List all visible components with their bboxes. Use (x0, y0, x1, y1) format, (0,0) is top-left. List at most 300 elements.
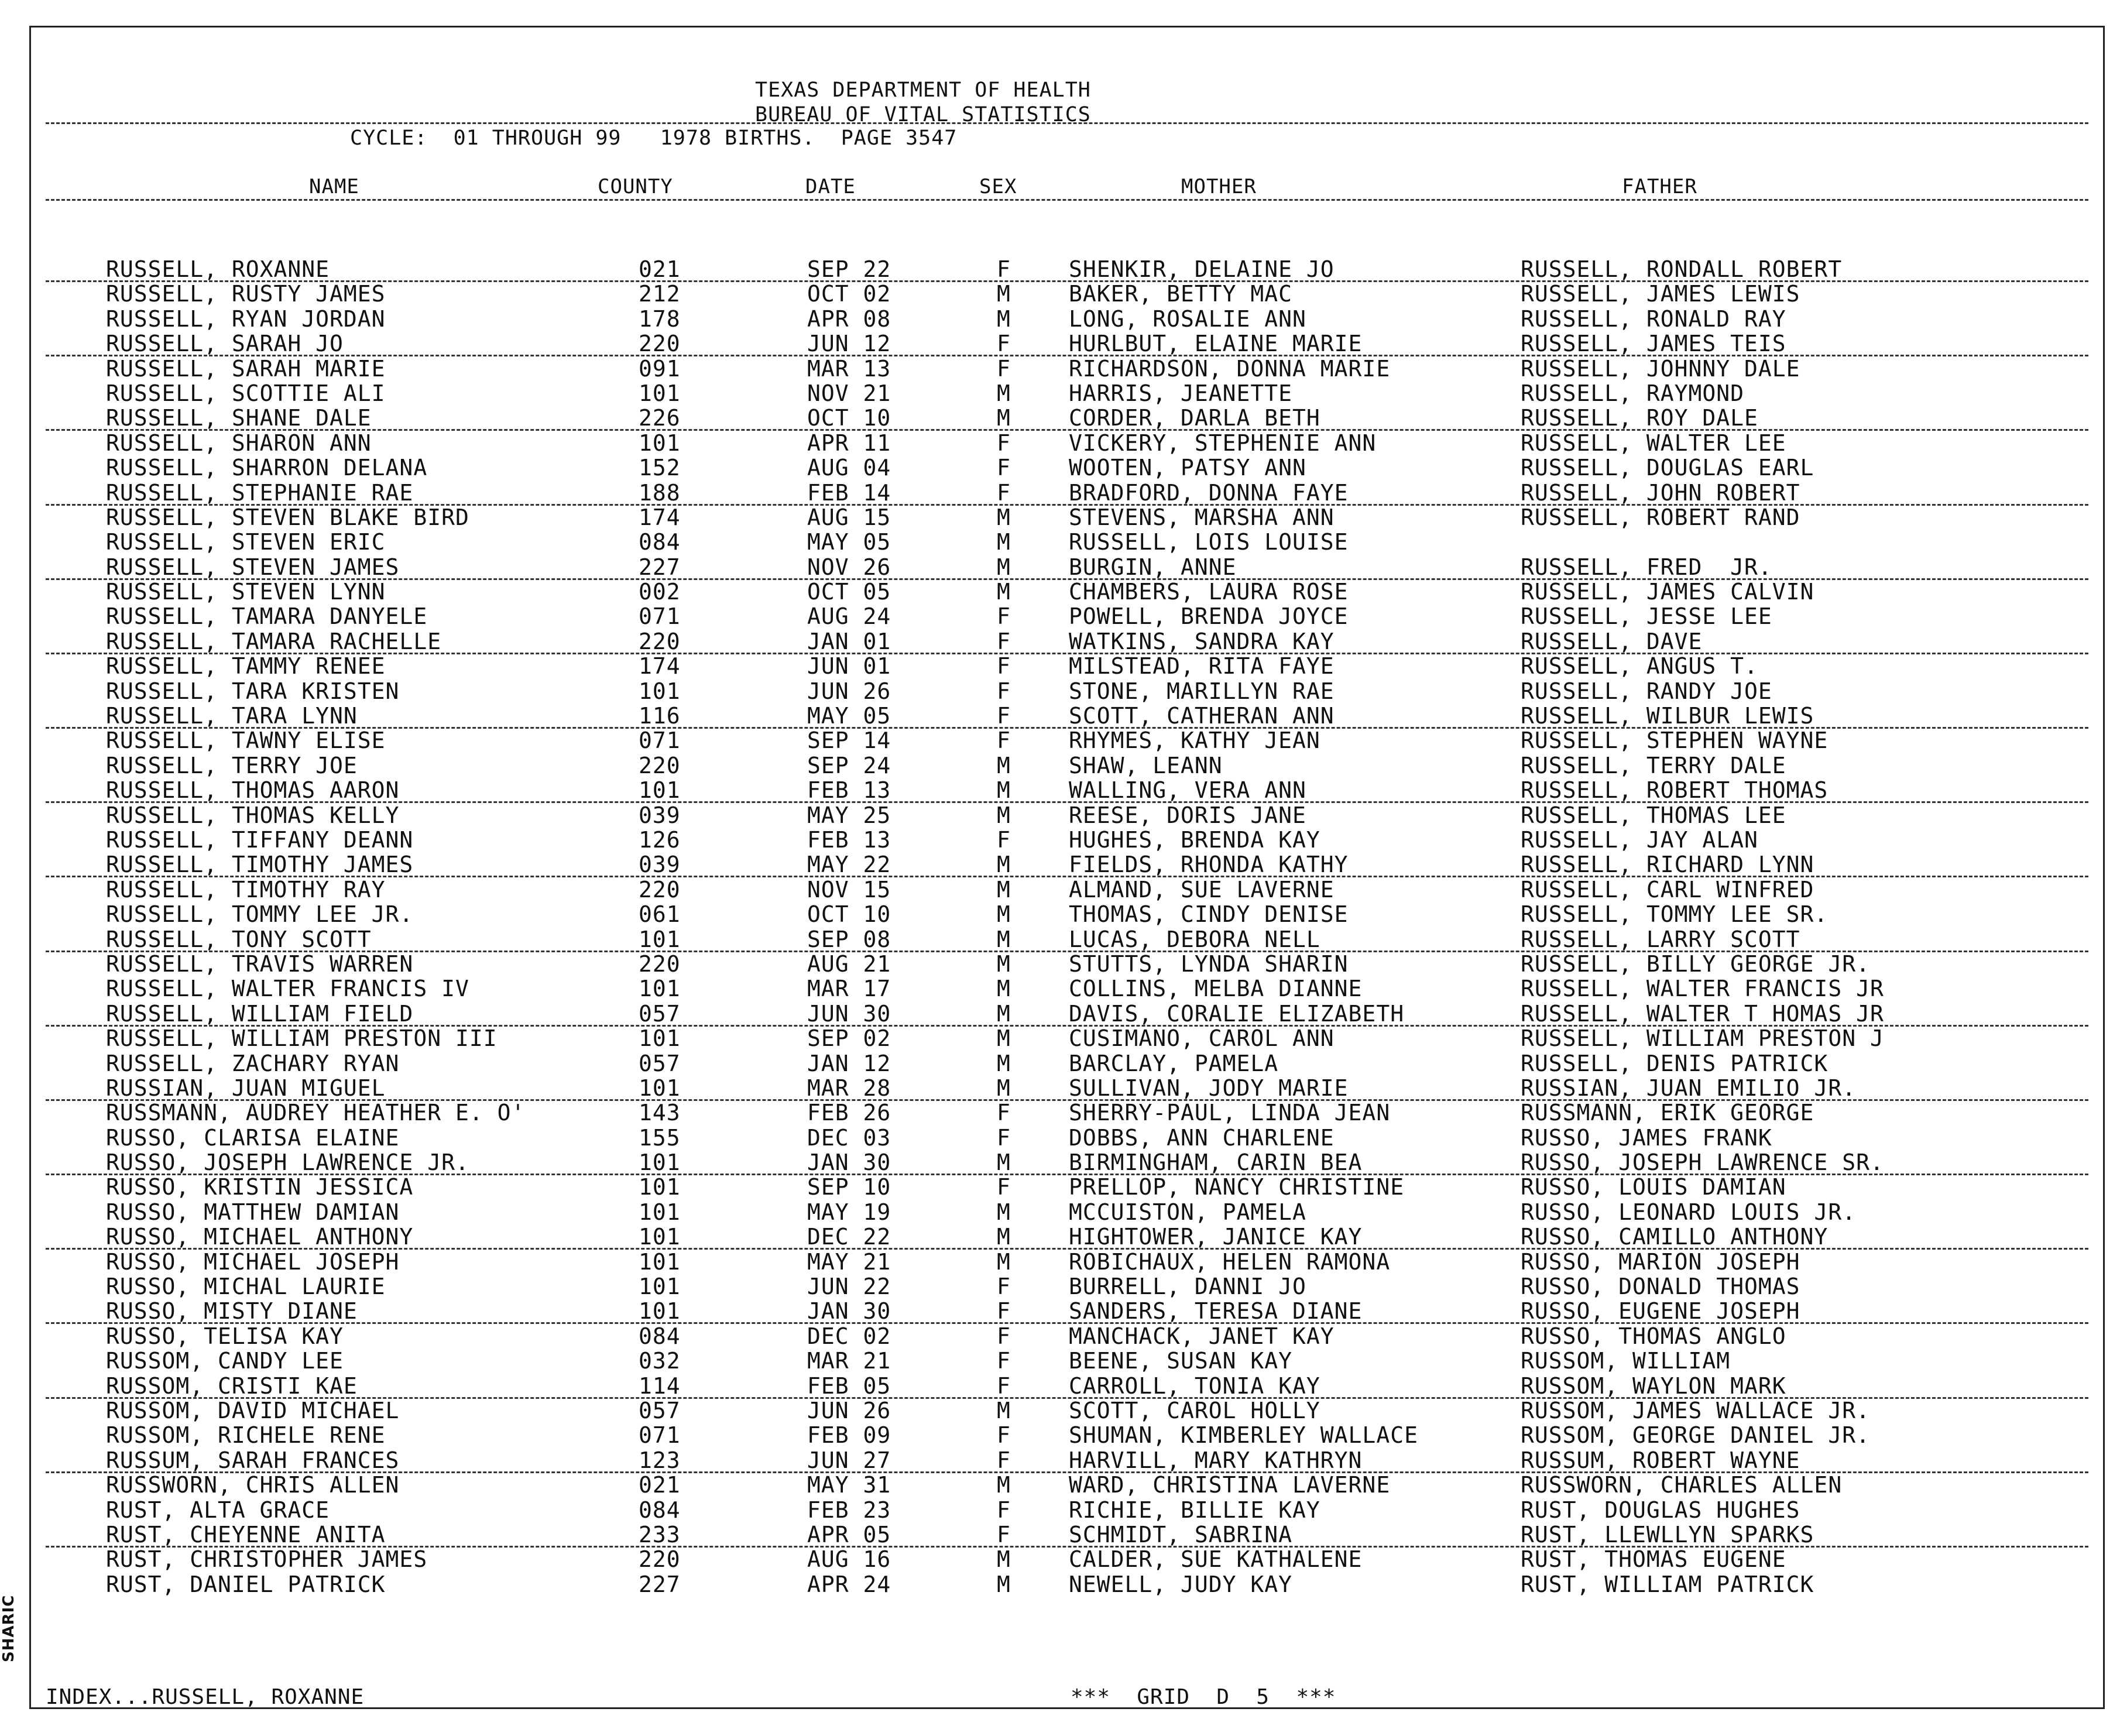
cell-date: JUN 26 (807, 1397, 891, 1423)
cell-sex: F (997, 1348, 1011, 1374)
cell-mother: HIGHTOWER, JANICE KAY (1069, 1224, 1363, 1250)
table-row (31, 728, 2103, 753)
cell-sex: F (997, 1124, 1011, 1151)
table-row (31, 1001, 2103, 1026)
cell-sex: M (997, 1224, 1011, 1250)
cell-county: 032 (639, 1348, 681, 1374)
table-row (31, 1200, 2103, 1224)
table-row (31, 1026, 2103, 1051)
cell-county: 071 (639, 1422, 681, 1449)
cell-mother: WOOTEN, PATSY ANN (1069, 455, 1306, 481)
cell-father: RUST, WILLIAM PATRICK (1521, 1571, 1814, 1597)
cell-date: FEB 09 (807, 1422, 891, 1449)
column-header-divider (46, 199, 2088, 201)
cell-mother: LONG, ROSALIE ANN (1069, 306, 1306, 332)
cell-name: RUSSELL, TRAVIS WARREN (106, 951, 414, 977)
cell-father: RUSSELL, ROBERT THOMAS (1521, 777, 1829, 804)
cell-father: RUSSELL, JESSE LEE (1521, 603, 1772, 630)
cell-county: 101 (639, 777, 681, 804)
table-row (31, 331, 2103, 356)
cell-name: RUSSELL, STEVEN JAMES (106, 554, 400, 580)
cell-sex: M (997, 752, 1011, 778)
cell-mother: WATKINS, SANDRA KAY (1069, 628, 1335, 654)
cell-date: FEB 05 (807, 1373, 891, 1399)
cell-date: SEP 24 (807, 752, 891, 778)
table-row (31, 1324, 2103, 1349)
cell-name: RUSSELL, TAMMY RENEE (106, 653, 386, 680)
cell-sex: F (997, 1323, 1011, 1349)
cell-sex: M (997, 1248, 1011, 1275)
table-row (31, 1100, 2103, 1125)
table-row (31, 753, 2103, 778)
cell-sex: M (997, 777, 1011, 804)
table-row (31, 877, 2103, 902)
report-subtitle: BUREAU OF VITAL STATISTICS (755, 103, 1091, 126)
cell-father: RUSSELL, ROY DALE (1521, 405, 1758, 431)
cell-mother: BRADFORD, DONNA FAYE (1069, 479, 1349, 506)
cell-father: RUSSELL, JAMES LEWIS (1521, 281, 1800, 307)
cell-name: RUSSOM, CANDY LEE (106, 1348, 344, 1374)
table-row (31, 704, 2103, 728)
table-row (31, 803, 2103, 828)
cell-mother: CALDER, SUE KATHALENE (1069, 1546, 1363, 1573)
cell-name: RUSSELL, TIFFANY DEANN (106, 826, 414, 853)
cell-father: RUSSELL, DENIS PATRICK (1521, 1050, 1829, 1076)
cell-sex: M (997, 1397, 1011, 1423)
cell-county: 178 (639, 306, 681, 332)
cell-county: 101 (639, 926, 681, 952)
cell-sex: M (997, 901, 1011, 928)
cell-father: RUSSELL, JAY ALAN (1521, 826, 1758, 853)
cell-county: 220 (639, 752, 681, 778)
cell-date: APR 24 (807, 1571, 891, 1597)
cell-county: 039 (639, 802, 681, 828)
cell-mother: CUSIMANO, CAROL ANN (1069, 1025, 1335, 1052)
table-row (31, 1076, 2103, 1100)
cell-sex: M (997, 1000, 1011, 1027)
column-header-sex: SEX (979, 175, 1017, 198)
cell-date: JUN 22 (807, 1274, 891, 1300)
cell-name: RUSSMANN, AUDREY HEATHER E. O' (106, 1100, 526, 1126)
cell-county: 101 (639, 1075, 681, 1101)
table-row (31, 1299, 2103, 1323)
cell-county: 057 (639, 1397, 681, 1423)
cell-name: RUSSELL, SARAH JO (106, 331, 344, 357)
cell-father: RUSSELL, JOHNNY DALE (1521, 355, 1800, 382)
cell-father: RUSSELL, BILLY GEORGE JR. (1521, 951, 1870, 977)
table-row (31, 828, 2103, 852)
cell-mother: HURLBUT, ELAINE MARIE (1069, 331, 1363, 357)
cell-mother: POWELL, BRENDA JOYCE (1069, 603, 1349, 630)
cell-sex: M (997, 852, 1011, 878)
cell-date: AUG 21 (807, 951, 891, 977)
cell-name: RUSSO, CLARISA ELAINE (106, 1124, 400, 1151)
cell-date: APR 11 (807, 430, 891, 456)
cell-father: RUSSELL, JAMES TEIS (1521, 331, 1786, 357)
cell-father: RUSSOM, JAMES WALLACE JR. (1521, 1397, 1870, 1423)
table-row (31, 356, 2103, 381)
cell-county: 220 (639, 951, 681, 977)
cell-date: APR 08 (807, 306, 891, 332)
cell-mother: SHAW, LEANN (1069, 752, 1223, 778)
cell-father: RUST, LLEWLLYN SPARKS (1521, 1521, 1814, 1548)
cell-date: JUN 30 (807, 1000, 891, 1027)
cell-date: JAN 30 (807, 1150, 891, 1176)
cell-name: RUSSELL, TAWNY ELISE (106, 728, 386, 754)
cell-sex: F (997, 1497, 1011, 1523)
cell-date: MAY 25 (807, 802, 891, 828)
cell-name: RUSSELL, ROXANNE (106, 256, 330, 282)
cell-father: RUSSOM, WILLIAM (1521, 1348, 1731, 1374)
cell-name: RUSSELL, RUSTY JAMES (106, 281, 386, 307)
footer-grid: *** GRID D 5 *** (1071, 1685, 1336, 1709)
cell-mother: BURRELL, DANNI JO (1069, 1274, 1306, 1300)
cell-county: 084 (639, 529, 681, 555)
table-row (31, 852, 2103, 877)
cell-mother: WARD, CHRISTINA LAVERNE (1069, 1472, 1391, 1498)
cell-father: RUSSO, EUGENE JOSEPH (1521, 1298, 1800, 1325)
cell-father: RUSSO, DONALD THOMAS (1521, 1274, 1800, 1300)
cell-mother: RHYMES, KATHY JEAN (1069, 728, 1320, 754)
cell-name: RUSSO, KRISTIN JESSICA (106, 1174, 414, 1200)
cell-mother: HARVILL, MARY KATHRYN (1069, 1447, 1363, 1473)
cell-date: NOV 21 (807, 380, 891, 406)
cell-father: RUSSO, JOSEPH LAWRENCE SR. (1521, 1150, 1884, 1176)
cell-sex: M (997, 1199, 1011, 1225)
cell-name: RUST, CHEYENNE ANITA (106, 1521, 386, 1548)
table-row (31, 952, 2103, 976)
cell-father: RUSSELL, WALTER FRANCIS JR (1521, 976, 1884, 1002)
cell-date: SEP 08 (807, 926, 891, 952)
cell-sex: F (997, 430, 1011, 456)
document-page (29, 26, 2105, 1709)
cell-county: 220 (639, 331, 681, 357)
cell-father: RUSSO, CAMILLO ANTHONY (1521, 1224, 1829, 1250)
cell-mother: CARROLL, TONIA KAY (1069, 1373, 1320, 1399)
cell-sex: M (997, 1150, 1011, 1176)
cell-father: RUSSELL, RONDALL ROBERT (1521, 256, 1843, 282)
cell-mother: STUTTS, LYNDA SHARIN (1069, 951, 1349, 977)
cell-county: 101 (639, 678, 681, 704)
cell-name: RUSSELL, SCOTTIE ALI (106, 380, 386, 406)
cell-county: 101 (639, 1224, 681, 1250)
table-row (31, 530, 2103, 554)
cell-name: RUSSELL, SHARON ANN (106, 430, 372, 456)
table-row (31, 257, 2103, 282)
table-row (31, 1448, 2103, 1473)
cell-name: RUSSELL, STEVEN ERIC (106, 529, 386, 555)
cell-mother: SHENKIR, DELAINE JO (1069, 256, 1335, 282)
cell-date: NOV 15 (807, 876, 891, 903)
cell-county: 061 (639, 901, 681, 928)
cell-sex: F (997, 703, 1011, 729)
cell-sex: F (997, 653, 1011, 680)
cell-date: SEP 22 (807, 256, 891, 282)
table-row (31, 505, 2103, 530)
cell-name: RUSSOM, DAVID MICHAEL (106, 1397, 400, 1423)
side-label: SHARIC (0, 1594, 18, 1662)
table-row (31, 654, 2103, 678)
cell-sex: M (997, 876, 1011, 903)
cell-mother: ALMAND, SUE LAVERNE (1069, 876, 1335, 903)
cell-sex: F (997, 355, 1011, 382)
cell-county: 152 (639, 455, 681, 481)
cell-name: RUST, ALTA GRACE (106, 1497, 330, 1523)
cycle-line: CYCLE: 01 THROUGH 99 1978 BIRTHS. PAGE 3547 (350, 126, 958, 150)
cell-sex: M (997, 405, 1011, 431)
cell-county: 227 (639, 554, 681, 580)
cell-name: RUSSELL, TIMOTHY JAMES (106, 852, 414, 878)
table-row (31, 381, 2103, 406)
table-row (31, 629, 2103, 654)
cell-father: RUSSELL, THOMAS LEE (1521, 802, 1786, 828)
cell-name: RUSSWORN, CHRIS ALLEN (106, 1472, 400, 1498)
cell-name: RUSSELL, SARAH MARIE (106, 355, 386, 382)
cell-date: MAR 28 (807, 1075, 891, 1101)
cell-county: 101 (639, 1025, 681, 1052)
header-divider (46, 122, 2088, 124)
table-row (31, 927, 2103, 952)
cell-date: AUG 15 (807, 504, 891, 530)
table-row (31, 1150, 2103, 1175)
cell-sex: M (997, 579, 1011, 605)
cell-mother: BIRMINGHAM, CARIN BEA (1069, 1150, 1363, 1176)
cell-father: RUSSO, THOMAS ANGLO (1521, 1323, 1786, 1349)
cell-county: 212 (639, 281, 681, 307)
cell-father: RUSSELL, ROBERT RAND (1521, 504, 1800, 530)
column-header-name: NAME (309, 175, 359, 198)
cell-sex: F (997, 1447, 1011, 1473)
cell-name: RUSSELL, WILLIAM FIELD (106, 1000, 414, 1027)
cell-date: NOV 26 (807, 554, 891, 580)
cell-father: RUSSIAN, JUAN EMILIO JR. (1521, 1075, 1857, 1101)
cell-name: RUSSELL, TARA KRISTEN (106, 678, 400, 704)
cell-name: RUSSO, MICHAL LAURIE (106, 1274, 386, 1300)
cell-mother: DAVIS, CORALIE ELIZABETH (1069, 1000, 1405, 1027)
table-row (31, 307, 2103, 331)
cell-mother: BEENE, SUSAN KAY (1069, 1348, 1293, 1374)
cell-sex: M (997, 554, 1011, 580)
cell-father: RUSSELL, STEPHEN WAYNE (1521, 728, 1829, 754)
cell-county: 174 (639, 504, 681, 530)
table-row (31, 431, 2103, 455)
cell-father: RUSSO, LOUIS DAMIAN (1521, 1174, 1786, 1200)
cell-name: RUSSO, MICHAEL JOSEPH (106, 1248, 400, 1275)
table-row (31, 1572, 2103, 1597)
table-row (31, 1126, 2103, 1150)
cell-county: 057 (639, 1000, 681, 1027)
cell-date: AUG 04 (807, 455, 891, 481)
cell-county: 220 (639, 876, 681, 903)
cell-sex: F (997, 728, 1011, 754)
cell-sex: F (997, 1174, 1011, 1200)
cell-county: 084 (639, 1323, 681, 1349)
cell-name: RUSSELL, STEVEN LYNN (106, 579, 386, 605)
table-row (31, 406, 2103, 430)
cell-father: RUSSOM, GEORGE DANIEL JR. (1521, 1422, 1870, 1449)
cell-sex: M (997, 976, 1011, 1002)
cell-date: OCT 10 (807, 405, 891, 431)
cell-father: RUSSELL, ANGUS T. (1521, 653, 1758, 680)
cell-name: RUSSO, MISTY DIANE (106, 1298, 358, 1325)
cell-sex: M (997, 1075, 1011, 1101)
table-row (31, 1250, 2103, 1274)
cell-name: RUSSELL, TOMMY LEE JR. (106, 901, 414, 928)
cell-name: RUSSELL, TERRY JOE (106, 752, 358, 778)
cell-mother: STONE, MARILLYN RAE (1069, 678, 1335, 704)
table-row (31, 604, 2103, 629)
cell-date: OCT 05 (807, 579, 891, 605)
cell-date: MAY 22 (807, 852, 891, 878)
cell-mother: CORDER, DARLA BETH (1069, 405, 1320, 431)
table-row (31, 778, 2103, 802)
cell-mother: NEWELL, JUDY KAY (1069, 1571, 1293, 1597)
cell-name: RUSSOM, RICHELE RENE (106, 1422, 386, 1449)
cell-county: 226 (639, 405, 681, 431)
cell-father: RUSSELL, JAMES CALVIN (1521, 579, 1814, 605)
cell-father: RUSSO, JAMES FRANK (1521, 1124, 1772, 1151)
cell-date: APR 05 (807, 1521, 891, 1548)
table-row (31, 1522, 2103, 1547)
cell-mother: THOMAS, CINDY DENISE (1069, 901, 1349, 928)
cell-name: RUSSOM, CRISTI KAE (106, 1373, 358, 1399)
cell-date: FEB 13 (807, 826, 891, 853)
cell-date: MAR 17 (807, 976, 891, 1002)
cell-father: RUSSELL, JOHN ROBERT (1521, 479, 1800, 506)
cell-father: RUSSELL, RANDY JOE (1521, 678, 1772, 704)
birth-records-table (31, 257, 2103, 1597)
cell-name: RUSSUM, SARAH FRANCES (106, 1447, 400, 1473)
cell-father: RUSSELL, TERRY DALE (1521, 752, 1786, 778)
cell-mother: MANCHACK, JANET KAY (1069, 1323, 1335, 1349)
cell-name: RUSSELL, WILLIAM PRESTON III (106, 1025, 498, 1052)
cell-name: RUSSELL, SHARRON DELANA (106, 455, 428, 481)
cell-name: RUSSELL, TAMARA RACHELLE (106, 628, 442, 654)
cell-father: RUSSELL, DOUGLAS EARL (1521, 455, 1814, 481)
cell-county: 101 (639, 1199, 681, 1225)
cell-sex: M (997, 306, 1011, 332)
cell-mother: REESE, DORIS JANE (1069, 802, 1306, 828)
cell-county: 071 (639, 728, 681, 754)
cell-father: RUSSELL, RICHARD LYNN (1521, 852, 1814, 878)
cell-father: RUST, DOUGLAS HUGHES (1521, 1497, 1800, 1523)
cell-name: RUSSELL, RYAN JORDAN (106, 306, 386, 332)
cell-date: FEB 26 (807, 1100, 891, 1126)
cell-mother: COLLINS, MELBA DIANNE (1069, 976, 1363, 1002)
cell-mother: SCHMIDT, SABRINA (1069, 1521, 1293, 1548)
cell-father: RUSSELL, WILBUR LEWIS (1521, 703, 1814, 729)
cell-county: 101 (639, 1174, 681, 1200)
cell-mother: DOBBS, ANN CHARLENE (1069, 1124, 1335, 1151)
cell-date: MAY 21 (807, 1248, 891, 1275)
cell-mother: WALLING, VERA ANN (1069, 777, 1306, 804)
table-row (31, 1547, 2103, 1572)
cell-name: RUSSELL, ZACHARY RYAN (106, 1050, 400, 1076)
cell-name: RUSSELL, SHANE DALE (106, 405, 372, 431)
table-row (31, 1498, 2103, 1522)
column-header-county: COUNTY (598, 175, 673, 198)
cell-name: RUSSELL, TARA LYNN (106, 703, 358, 729)
cell-county: 101 (639, 1150, 681, 1176)
cell-mother: RUSSELL, LOIS LOUISE (1069, 529, 1349, 555)
cell-date: OCT 02 (807, 281, 891, 307)
cell-county: 071 (639, 603, 681, 630)
cell-sex: F (997, 1521, 1011, 1548)
cell-county: 084 (639, 1497, 681, 1523)
table-row (31, 1349, 2103, 1373)
cell-county: 101 (639, 1298, 681, 1325)
table-row (31, 1175, 2103, 1199)
footer-index: INDEX...RUSSELL, ROXANNE (46, 1685, 365, 1709)
cell-county: 039 (639, 852, 681, 878)
cell-sex: M (997, 281, 1011, 307)
table-row (31, 1398, 2103, 1423)
cell-mother: PRELLOP, NANCY CHRISTINE (1069, 1174, 1405, 1200)
cell-father: RUSSELL, DAVE (1521, 628, 1703, 654)
cell-county: 057 (639, 1050, 681, 1076)
cell-sex: F (997, 331, 1011, 357)
cell-mother: SANDERS, TERESA DIANE (1069, 1298, 1363, 1325)
cell-mother: SHERRY-PAUL, LINDA JEAN (1069, 1100, 1391, 1126)
cell-sex: M (997, 1050, 1011, 1076)
cell-father: RUSSELL, RONALD RAY (1521, 306, 1786, 332)
cell-county: 126 (639, 826, 681, 853)
cell-sex: M (997, 1472, 1011, 1498)
cell-mother: SCOTT, CATHERAN ANN (1069, 703, 1335, 729)
cell-date: MAR 13 (807, 355, 891, 382)
table-row (31, 1374, 2103, 1398)
cell-mother: HUGHES, BRENDA KAY (1069, 826, 1320, 853)
cell-father: RUSSO, MARION JOSEPH (1521, 1248, 1800, 1275)
cell-county: 143 (639, 1100, 681, 1126)
cell-sex: M (997, 1025, 1011, 1052)
cell-sex: M (997, 380, 1011, 406)
cell-date: AUG 24 (807, 603, 891, 630)
table-row (31, 1051, 2103, 1076)
cell-mother: RICHARDSON, DONNA MARIE (1069, 355, 1391, 382)
cell-father: RUSSUM, ROBERT WAYNE (1521, 1447, 1800, 1473)
cell-sex: F (997, 678, 1011, 704)
cell-name: RUSSO, MICHAEL ANTHONY (106, 1224, 414, 1250)
cell-date: FEB 13 (807, 777, 891, 804)
cell-county: 155 (639, 1124, 681, 1151)
cell-date: MAY 31 (807, 1472, 891, 1498)
cell-father: RUSSMANN, ERIK GEORGE (1521, 1100, 1814, 1126)
cell-sex: F (997, 1274, 1011, 1300)
cell-name: RUSSELL, TAMARA DANYELE (106, 603, 428, 630)
column-header-date: DATE (805, 175, 856, 198)
table-row (31, 1473, 2103, 1497)
cell-name: RUSSIAN, JUAN MIGUEL (106, 1075, 386, 1101)
cell-name: RUSSELL, TONY SCOTT (106, 926, 372, 952)
cell-mother: FIELDS, RHONDA KATHY (1069, 852, 1349, 878)
cell-date: SEP 14 (807, 728, 891, 754)
cell-father: RUSSOM, WAYLON MARK (1521, 1373, 1786, 1399)
cell-mother: VICKERY, STEPHENIE ANN (1069, 430, 1377, 456)
table-row (31, 555, 2103, 579)
cell-name: RUST, CHRISTOPHER JAMES (106, 1546, 428, 1573)
table-row (31, 481, 2103, 505)
cell-mother: ROBICHAUX, HELEN RAMONA (1069, 1248, 1391, 1275)
cell-mother: STEVENS, MARSHA ANN (1069, 504, 1335, 530)
cell-mother: RICHIE, BILLIE KAY (1069, 1497, 1320, 1523)
cell-county: 123 (639, 1447, 681, 1473)
cell-sex: F (997, 1373, 1011, 1399)
cell-county: 188 (639, 479, 681, 506)
cell-county: 220 (639, 1546, 681, 1573)
cell-date: JAN 01 (807, 628, 891, 654)
cell-date: JUN 12 (807, 331, 891, 357)
